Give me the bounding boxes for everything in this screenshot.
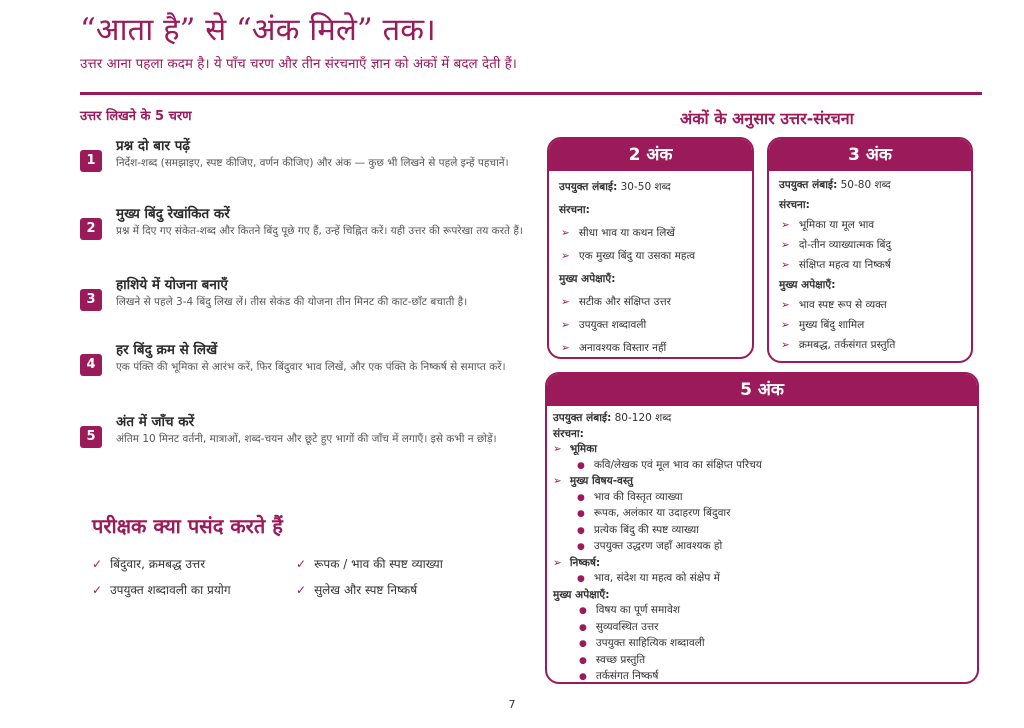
- steps-heading: उत्तर लिखने के 5 चरण: [80, 109, 192, 124]
- box-title: 2 अंक: [549, 139, 752, 171]
- step-title: प्रश्न दो बार पढ़ें: [116, 138, 190, 154]
- bullet-icon: ●: [579, 622, 587, 633]
- step-description: एक पंक्ति की भूमिका से आरंभ करें, फिर बिंदुवार भाव लिखें, और एक पंक्ति के निष्कर्ष से समाप्त करें।: [116, 361, 506, 373]
- bullet-icon: ●: [577, 509, 585, 519]
- arrow-icon: ➢: [561, 250, 570, 262]
- bullet-icon: ●: [579, 639, 587, 649]
- step-number: 2: [80, 218, 102, 240]
- bullet-icon: ●: [577, 542, 585, 552]
- step-description: प्रश्न में दिए गए संकेत-शब्द और कितने बिंदु पूछे गए हैं, उन्हें चिह्नित करें। यही उत्तर की रूपरेखा तय करते हैं।: [116, 225, 523, 237]
- bullet-icon: ●: [577, 574, 585, 584]
- check-icon: ✓: [92, 583, 103, 597]
- page-title: “आता है” से “अंक मिले” तक।: [80, 12, 436, 48]
- preference-item: ✓ बिंदुवार, क्रमबद्ध उत्तर: [92, 557, 206, 571]
- arrow-icon: ➢: [561, 227, 570, 239]
- two-mark-box: 2 अंक उपयुक्त लंबाई: 30-50 शब्द संरचना: ➢ सीधा भाव या कथन लिखें ➢ एक मुख्य बिंदु या उसका महत्व मुख्य अपेक्षाएँ: ➢ सटीक और संक्षिप्त उत्तर ➢ उपयुक्त शब्दावली ➢ अनावश्यक विस्तार नहीं: [547, 137, 754, 359]
- arrow-icon: ➢: [561, 342, 570, 354]
- step-title: हाशिये में योजना बनाएँ: [116, 277, 228, 293]
- structures-heading: अंकों के अनुसार उत्तर-संरचना: [680, 109, 854, 128]
- arrow-icon: ➢: [553, 475, 562, 487]
- box-title: 5 अंक: [547, 374, 977, 406]
- bullet-icon: ●: [579, 655, 587, 666]
- box-title: 3 अंक: [769, 139, 971, 171]
- step-number: 3: [80, 289, 102, 311]
- bullet-icon: ●: [579, 606, 587, 616]
- step-title: अंत में जाँच करें: [116, 414, 195, 430]
- arrow-icon: ➢: [561, 296, 570, 308]
- step-number: 1: [80, 150, 102, 172]
- arrow-icon: ➢: [781, 219, 790, 231]
- check-icon: ✓: [92, 557, 103, 571]
- step-description: लिखने से पहले 3-4 बिंदु लिख लें। तीस सेकंड की योजना तीन मिनट की काट-छाँट बचाती है।: [116, 296, 468, 308]
- page-subtitle: उत्तर आना पहला कदम है। ये पाँच चरण और तीन संरचनाएँ ज्ञान को अंकों में बदल देती हैं।: [80, 56, 517, 72]
- arrow-icon: ➢: [781, 239, 790, 251]
- step-number: 4: [80, 354, 102, 376]
- five-mark-box: 5 अंक उपयुक्त लंबाई: 80-120 शब्द संरचना: ➢ भूमिका ● कवि/लेखक एवं मूल भाव का संक्षिप्त परिचय ➢ मुख्य विषय-वस्तु ● भाव की विस्तृत व्याख्या ● रूपक, अलंकार या उदाहरण बिंदुवार ● प्रत्येक बिंदु की स्पष्ट व्याख्या ● उपयुक्त उद्धरण जहाँ आवश्यक हो ➢ निष्कर्ष: ● भाव, संदेश या महत्व को संक्षेप में मुख्य अपेक्षाएँ: ● विषय का पूर्ण समावेश ● सुव्यवस्थित उत्तर ● उपयुक्त साहित्यिक शब्दावली ● स्वच्छ प्रस्तुति ● तर्कसंगत निष्कर्ष: [545, 372, 979, 684]
- step-title: मुख्य बिंदु रेखांकित करें: [116, 206, 230, 222]
- arrow-icon: ➢: [781, 259, 790, 271]
- check-icon: ✓: [296, 557, 307, 571]
- header-divider: [80, 92, 982, 95]
- arrow-icon: ➢: [781, 319, 790, 331]
- three-mark-box: 3 अंक उपयुक्त लंबाई: 50-80 शब्द संरचना: ➢ भूमिका या मूल भाव ➢ दो-तीन व्याख्यात्मक बिंदु ➢ संक्षिप्त महत्व या निष्कर्ष मुख्य अपेक्षाएँ: ➢ भाव स्पष्ट रूप से व्यक्त ➢ मुख्य बिंदु शामिल ➢ क्रमबद्ध, तर्कसंगत प्रस्तुति: [767, 137, 973, 363]
- arrow-icon: ➢: [781, 339, 790, 351]
- step-description: निर्देश-शब्द (समझाइए, स्पष्ट कीजिए, वर्णन कीजिए) और अंक — कुछ भी लिखने से पहले इन्हें पहचानें।: [116, 157, 509, 169]
- step-description: अंतिम 10 मिनट वर्तनी, मात्राओं, शब्द-चयन और छूटे हुए भागों की जाँच में लगाएँ। इसे कभी न छोड़ें।: [116, 433, 497, 445]
- step-title: हर बिंदु क्रम से लिखें: [116, 342, 218, 358]
- arrow-icon: ➢: [561, 319, 570, 331]
- bullet-icon: ●: [577, 492, 585, 503]
- check-icon: ✓: [296, 583, 307, 597]
- preference-item: ✓ रूपक / भाव की स्पष्ट व्याख्या: [296, 557, 443, 571]
- bullet-icon: ●: [579, 672, 587, 682]
- page-number: 7: [508, 698, 516, 711]
- preference-item: ✓ उपयुक्त शब्दावली का प्रयोग: [92, 583, 231, 597]
- arrow-icon: ➢: [553, 443, 562, 455]
- bullet-icon: ●: [577, 525, 585, 536]
- step-number: 5: [80, 426, 102, 448]
- preference-item: ✓ सुलेख और स्पष्ट निष्कर्ष: [296, 583, 418, 597]
- arrow-icon: ➢: [553, 556, 562, 569]
- arrow-icon: ➢: [781, 299, 790, 311]
- bullet-icon: ●: [577, 460, 585, 471]
- preferences-heading: परीक्षक क्या पसंद करते हैं: [92, 514, 283, 538]
